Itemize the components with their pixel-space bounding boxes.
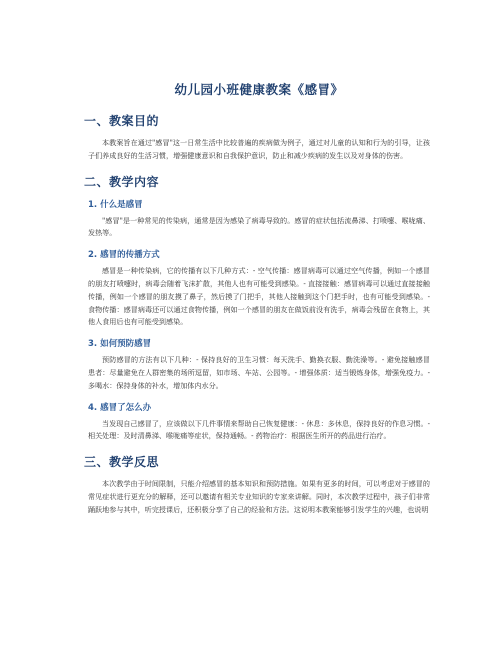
paragraph-what-is-cold: "感冒"是一种常见的传染病，通常是因为感染了病毒导致的。感冒的症状包括流鼻涕、打喷嚏、喉咙痛、发热等。 xyxy=(88,215,430,238)
paragraph-prevention: 预防感冒的方法有以下几种：- 保持良好的卫生习惯：每天洗手、勤换衣服、勤洗澡等。- 避免接触感冒患者：尽量避免在人群密集的场所逗留，如市场、车站、公园等。- 增强体质：适当锻炼身体，增强免疫力。- 多喝水：保持身体的补水，增加体内水分。 xyxy=(88,355,430,390)
section-heading-reflection: 三、教学反思 xyxy=(84,455,160,470)
paragraph-reflection: 本次教学由于时间限制，只能介绍感冒的基本知识和预防措施。如果有更多的时间，可以考虑对于感冒的常见症状进行更充分的解释，还可以邀请有相关专业知识的专家来讲解。同时，本次教学过程中，孩子们非常踊跃地参与其中，听完授课后，还积极分享了自己的经验和方法。这说明本教案能够引发学生的兴趣，也说明 xyxy=(88,479,430,514)
subsection-heading-transmission: 2. 感冒的传播方式 xyxy=(88,250,160,261)
section-heading-purpose: 一、教案目的 xyxy=(84,114,160,128)
subsection-heading-what-to-do: 4. 感冒了怎么办 xyxy=(88,402,152,413)
document-title: 幼儿园小班健康教案《感冒》 xyxy=(174,82,344,97)
subsection-heading-prevention: 3. 如何预防感冒 xyxy=(88,339,152,350)
paragraph-purpose: 本教案旨在通过"感冒"这一日常生活中比较普遍的疾病做为例子，通过对儿童的认知和行为的引导，让孩子们养成良好的生活习惯，增强健康意识和自我保护意识，防止和减少疾病的发生以及对身体的伤害。 xyxy=(88,138,430,160)
subsection-heading-what-is-cold: 1. 什么是感冒 xyxy=(88,199,143,210)
section-heading-content: 二、教学内容 xyxy=(84,174,160,189)
paragraph-transmission: 感冒是一种传染病，它的传播有以下几种方式：- 空气传播：感冒病毒可以通过空气传播，例如一个感冒的朋友打喷嚏时，病毒会随着飞沫扩散，其他人也有可能受到感染。- 直接接触：感冒病毒可以通过直接接触传播，例如一个感冒的朋友摸了鼻子，然后摸了门把手，其他人接触到这个门把手时，也有可能受到感染。- 食物传播：感冒病毒还可以通过食物传播，例如一个感冒的朋友在做饭前没有洗手，病毒会残留在食物上，其他人食用后也有可能受到感染。 xyxy=(88,266,430,327)
paragraph-what-to-do: 当发现自己感冒了，应该做以下几件事情来帮助自己恢复健康：- 休息：多休息，保持良好的作息习惯。- 相关处理：及时清鼻涕、喉咙痛等症状，保持通畅。- 药物治疗：根据医生所开的药品进行治疗。 xyxy=(88,418,430,441)
